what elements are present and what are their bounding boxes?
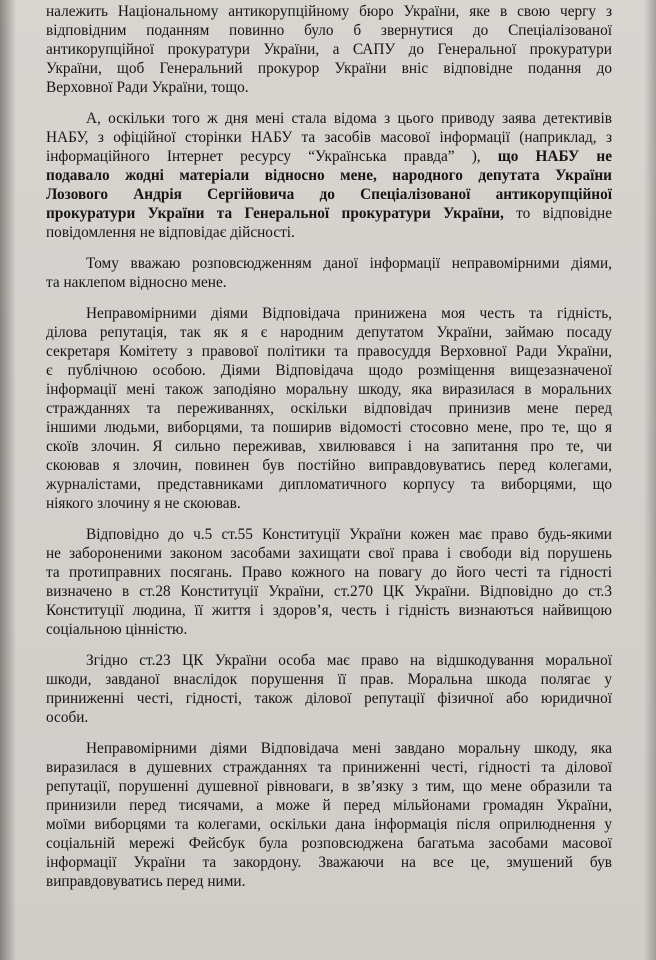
text-line: соціальній мережі Фейсбук була розповсюджена багатьма засобами масової bbox=[46, 835, 612, 852]
text-line: скоїв злочин. Я сильно переживав, хвилювався і на запитання про те, чи bbox=[46, 438, 612, 455]
text-line: Неправомірними діями Відповідача принижена моя честь та гідність, bbox=[86, 305, 612, 322]
document-body bbox=[46, 2, 612, 903]
text-line: Конституції людина, її життя і здоров’я, честь і гідність визнаються найвищою bbox=[46, 602, 612, 619]
text-line: інформації України та закордону. Зважаючи на все це, змушений був bbox=[46, 854, 612, 871]
page-shadow-left bbox=[0, 0, 16, 960]
text-line bbox=[46, 166, 612, 185]
text-line: України, щоб Генеральний прокурор України вніс відповідне подання до bbox=[46, 60, 612, 77]
text-line: репутації, порушенні душевної рівноваги, в зв’язку з тим, що мене образили та bbox=[46, 778, 612, 795]
text-line: належить Національному антикорупційному бюро України, яке в свою чергу з bbox=[46, 3, 612, 20]
bold-text: Лозового Андрія Сергійовича до Спеціалізованої антикорупційної bbox=[46, 186, 612, 203]
paragraph-3 bbox=[46, 254, 612, 292]
text-line: А, оскільки того ж дня мені стала відома з цього приводу заява детективів bbox=[86, 110, 612, 127]
text-line: соціальною цінністю. bbox=[46, 621, 188, 638]
text-run: інформаційного Інтернет ресурсу “Українська правда” ), bbox=[46, 148, 498, 165]
paragraph-5 bbox=[46, 525, 612, 639]
text-line: секретаря Комітету з правової політики та правосуддя Верховної Ради України, bbox=[46, 343, 612, 360]
text-line bbox=[46, 185, 612, 204]
text-line: є публічною особою. Діями Відповідача щодо розміщення вищезазначеної bbox=[46, 362, 612, 379]
text-line: приниженні честі, гідності, також ділової репутації фізичної або юридичної bbox=[46, 690, 612, 707]
text-line: виразилася в душевних стражданнях та приниженні честі, гідності та ділової bbox=[46, 759, 612, 776]
text-line: інформації мені також заподіяно моральну шкоду, яка виразилася в моральних bbox=[46, 381, 612, 398]
paragraph-4 bbox=[46, 304, 612, 513]
text-line: Згідно ст.23 ЦК України особа має право на відшкодування моральної bbox=[86, 652, 612, 669]
text-line: Відповідно до ч.5 ст.55 Конституції України кожен має право будь-якими bbox=[86, 526, 612, 543]
text-line: та протиправних посягань. Право кожного на повагу до його честі та гідності bbox=[46, 564, 612, 581]
text-line: іншими людьми, виборцями, та поширив відомості стосовно мене, про те, що я bbox=[46, 419, 612, 436]
text-line: ділова репутація, так як я є народним депутатом України, займаю посаду bbox=[46, 324, 612, 341]
text-line: Тому вважаю розповсюдженням даної інформації неправомірними діями, bbox=[86, 255, 612, 272]
bold-text: подавало жодні матеріали відносно мене, народного депутата України bbox=[46, 167, 612, 184]
text-run: то відповідне bbox=[503, 205, 613, 222]
page-shadow-right bbox=[644, 0, 656, 960]
text-line: антикорупційної прокуратури України, а САПУ до Генеральної прокуратури bbox=[46, 41, 612, 58]
text-line: визначено в ст.28 Конституції України, ст.270 ЦК України. Відповідно до ст.3 bbox=[46, 583, 612, 600]
text-line: та наклепом відносно мене. bbox=[46, 274, 227, 291]
text-line: особи. bbox=[46, 709, 89, 726]
text-line: журналістами, представниками дипломатичного корпусу та виборцями, що bbox=[46, 476, 612, 493]
paragraph-6 bbox=[46, 651, 612, 727]
bold-text: прокуратури України та Генеральної прокуратури України, bbox=[46, 205, 504, 222]
text-line: виправдовуватись перед ними. bbox=[46, 873, 246, 890]
text-line bbox=[46, 147, 612, 166]
text-line: не забороненими законом засобами захищати свої права і свободи від порушень bbox=[46, 545, 612, 562]
paragraph-2 bbox=[46, 109, 612, 242]
text-line: Неправомірними діями Відповідача мені завдано моральну шкоду, яка bbox=[86, 740, 612, 757]
text-line: повідомлення не відповідає дійсності. bbox=[46, 224, 295, 241]
text-line: моїми виборцями та колегами, оскільки дана інформація після оприлюднення у bbox=[46, 816, 612, 833]
text-line bbox=[46, 204, 612, 223]
text-line: НАБУ, з офіційної сторінки НАБУ та засобів масової інформації (наприклад, з bbox=[46, 129, 612, 146]
bold-text: що НАБУ не bbox=[497, 148, 612, 165]
text-line: стражданнях та переживаннях, оскільки відповідач принизив мене перед bbox=[46, 400, 612, 417]
paragraph-7 bbox=[46, 739, 612, 891]
paragraph-1 bbox=[46, 2, 612, 97]
text-line: Верховної Ради України, тощо. bbox=[46, 79, 249, 96]
text-line: шкоди, завданої внаслідок порушення її прав. Моральна шкода полягає у bbox=[46, 671, 612, 688]
text-line: скоював я злочин, повинен був постійно виправдовуватись перед колегами, bbox=[46, 457, 612, 474]
text-line: принизили перед тисячами, а може й перед мільйонами громадян України, bbox=[46, 797, 612, 814]
text-line: ніякого злочину я не скоював. bbox=[46, 495, 241, 512]
text-line: відповідним поданням повинно було б звернутися до Спеціалізованої bbox=[46, 22, 612, 39]
